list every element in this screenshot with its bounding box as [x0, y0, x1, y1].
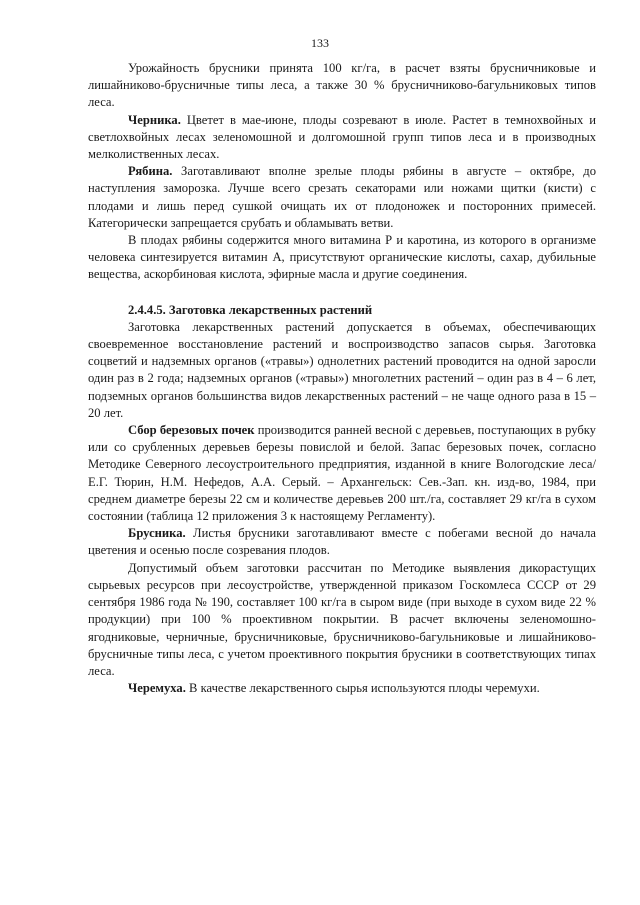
paragraph-lingonberry-yield: Урожайность брусники принята 100 кг/га, в расчет взяты брусничниковые и лишайниково-брусничные типы леса, а также 30 % брусничниково-багульниковых типов леса. [88, 61, 596, 110]
text-birch-buds: производится ранней весной с деревьев, поступающих в рубку или со срубленных деревьев березы повислой и белой. Запас березовых почек, согласно Методике Северного лесоустроительного предприятия, изданной в книге Вологодские леса/ Е.Г. Тюрин, Н.М. Нефедов, А.А. Серый. – Архангельск: Сев.-Зап. кн. изд-во, 1984, при среднем диаметре березы 22 см и количестве деревьев 200 шт./га, составляет 29 кг/га в сухом состоянии (таблица 12 приложения 3 к настоящему Регламенту). [88, 423, 596, 524]
term-lingonberry: Брусника. [128, 526, 186, 541]
page-number: 133 [311, 36, 329, 50]
paragraph-medicinal-plants: Заготовка лекарственных растений допускается в объемах, обеспечивающих своевременное восстановление растений и воспроизводство запасов сырья. Заготовка соцветий и надземных органов («травы») однолетних растений проводится на одной заросли один раз в 2 года; надземных органов («травы») многолетних растений – один раз в 4 – 6 лет, подземных органов большинства видов лекарственных растений – не чаще одного раза в 15 – 20 лет. [88, 319, 596, 420]
paragraph-rowan-vitamins: В плодах рябины содержится много витамина Р и каротина, из которого в организме человека синтезируется витамин А, присутствуют органические кислоты, сахар, дубильные вещества, аскорбиновая кислота, эфирные масла и другие соединения. [88, 233, 596, 282]
paragraph-birch-buds [88, 422, 596, 525]
document-body [88, 60, 596, 697]
paragraph-bilberry [88, 112, 596, 164]
term-bird-cherry: Черемуха. [128, 681, 186, 696]
text-bird-cherry: В качестве лекарственного сырья используются плоды черемухи. [185, 681, 540, 696]
text-bilberry: Цветет в мае-июне, плоды созревают в июле. Растет в темнохвойных и светлохвойных лесах зеленомошной и долгомошной групп типов леса и в производных мелколиственных лесах. [88, 112, 596, 162]
term-birch-buds: Сбор березовых почек [128, 423, 255, 438]
paragraph-lingonberry-leaves [88, 525, 596, 559]
term-rowan: Рябина. [128, 164, 173, 179]
paragraph-rowan [88, 163, 596, 232]
paragraph-bird-cherry [88, 680, 596, 697]
text-rowan: Заготавливают вполне зрелые плоды рябины в августе – октябре, до наступления заморозка. Лучше всего срезать секаторами или ножами щитки (кисти) с плодами и лишь перед сушкой очищать их от плодоножек и посторонних примесей. Категорически запрещается срубать и обламывать ветви. [88, 164, 596, 230]
term-bilberry: Черника. [128, 112, 181, 127]
paragraph-allowable-volume: Допустимый объем заготовки рассчитан по Методике выявления дикорастущих сырьевых ресурсов при лесоустройстве, утвержденной приказом Госкомлеса СССР от 29 сентября 1986 года № 190, составляет 100 кг/га в сыром виде (при выходе в сухом виде 22 % продукции) при 100 % проективном покрытии. В расчет включены зеленомошно-ягодниковые, черничные, брусничниковые, брусничниково-багульниковые и лишайниково-брусничные типы леса, с учетом проективного покрытия брусники в соответствующих типах леса. [88, 560, 596, 678]
text-lingonberry: Листья брусники заготавливают вместе с побегами весной до начала цветения и осенью после созревания плодов. [88, 526, 596, 558]
section-heading: 2.4.4.5. Заготовка лекарственных растений [128, 302, 373, 317]
